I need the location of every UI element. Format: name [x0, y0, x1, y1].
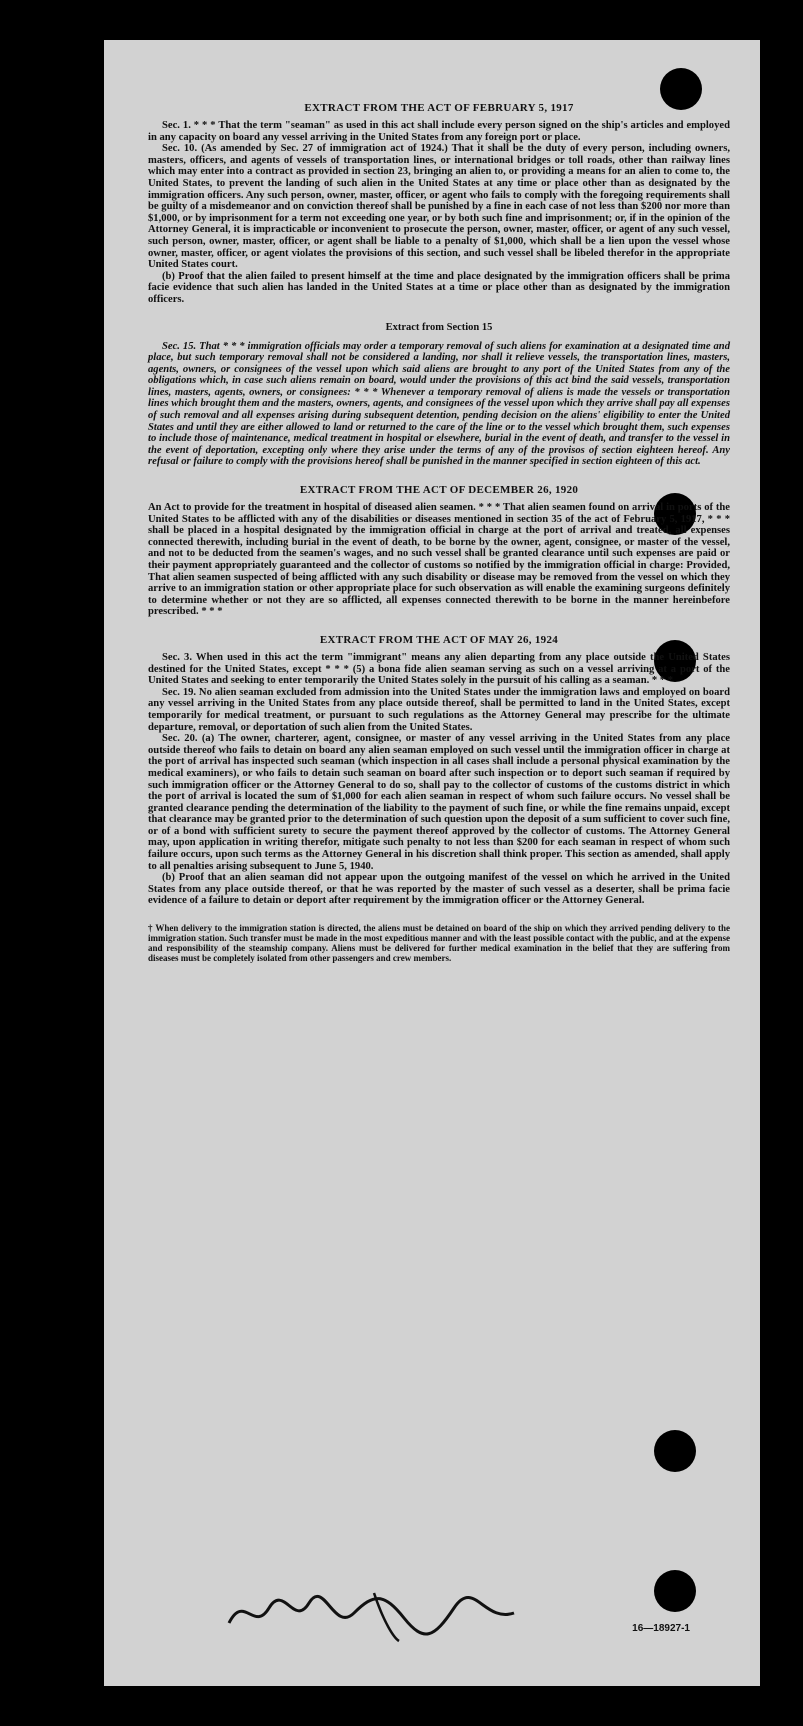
paragraph: (b) Proof that an alien seaman did not appear upon the outgoing manifest of the vessel on which he arrived in the United States from any place outside thereof, or that he was reported by the master of such vessel as a deserter, shall be prima facie evidence of a failure to detain or deport after requirement by the immigration officer or the Attorney General.	[148, 872, 730, 907]
document-page	[104, 40, 760, 1686]
section-heading: EXTRACT FROM THE ACT OF DECEMBER 26, 1920	[299, 484, 579, 497]
paragraph: Sec. 1. * * * That the term "seaman" as used in this act shall include every person signed on the ship's articles and employed in any capacity on board any vessel arriving in the United States from any foreign port or place.	[148, 120, 730, 143]
footnote: † When delivery to the immigration station is directed, the aliens must be detained on board of the ship on which they arrived pending delivery to the immigration station. Such transfer must be made in the most expeditious manner and with the least possible contact with the public, and at the expense and responsibility of the steamship company. Aliens must be delivered for further medical examination in the belief that they are suffering from diseases must be completely isolated from other passengers and crew members.	[148, 923, 730, 964]
paragraph: Sec. 10. (As amended by Sec. 27 of immigration act of 1924.) That it shall be the duty of every person, including owners, masters, officers, and agents of vessels of transportation lines, or international bridges or toll roads, other than railway lines which may enter into a contract as provided in section 23, bringing an alien to, or providing a means for an alien to come to, the United States, to prevent the landing of such alien in the United States at any time or place other than as designated by the immigration officers. Any such person, owner, master, officer, or agent who fails to comply with the foregoing requirements shall be guilty of a misdemeanor and on conviction thereof shall be punished by a fine in each case of not less than $200 nor more than $1,000, or by imprisonment for a term not exceeding one year, or by both such fine and imprisonment; or, if in the opinion of the Attorney General, it is impracticable or inconvenient to prosecute the person, owner, master, officer, or agent of any such vessel, such person, owner, master, officer, or agent shall be liable to a penalty of $1,000, which shall be a lien upon the vessel whose owner, master, officer, or agent violates the provisions of this section, and such vessel shall be libeled therefor in the appropriate United States court.	[148, 143, 730, 271]
section-heading: EXTRACT FROM THE ACT OF FEBRUARY 5, 1917	[304, 102, 574, 114]
paragraph: Sec. 20. (a) The owner, charterer, agent, consignee, or master of any vessel arriving in the United States from any place outside thereof who fails to detain on board any alien seaman employed on such vessel until the immigration officer in charge at the port of arrival has inspected such seaman (which inspection in all cases shall include a personal physical examination by the medical examiners), or who fails to detain such seaman on board after such inspection or to deport such seaman if required by such immigration officer or the Attorney General to do so, shall pay to the collector of customs of the customs district in which the port of arrival is located the sum of $1,000 for each alien seaman in respect of whom such failure occurs. No vessel shall be granted clearance pending the determination of the liability to the payment of such fine, or while the fine remains unpaid, except that clearance may be granted prior to the determination of such question upon the deposit of a sum sufficient to cover such fine, or of a bond with sufficient surety to secure the payment thereof approved by the collector of customs. The Attorney General may, upon application in writing therefor, mitigate such penalty to not less than $200 for each seaman in respect of whom such failure occurs, upon such terms as the Attorney General in his discretion shall think proper. This section as amended, shall apply to all penalties arising subsequent to June 5, 1940.	[148, 733, 730, 872]
section-heading: EXTRACT FROM THE ACT OF MAY 26, 1924	[319, 633, 559, 646]
paragraph: Sec. 19. No alien seaman excluded from admission into the United States under the immigration laws and employed on board any vessel arriving in the United States from any place outside thereof, shall be permitted to land in the United States, except temporarily for medical treatment, or pursuant to such regulations as the Attorney General may prescribe for the ultimate departure, removal, or deportation of such alien from the United States.	[148, 686, 730, 733]
punch-hole	[654, 1570, 696, 1612]
section-act-1924	[148, 634, 730, 907]
section-15	[148, 322, 730, 469]
section-heading: Extract from Section 15	[385, 321, 493, 333]
paragraph: Sec. 15. That * * * immigration officials may order a temporary removal of such aliens for examination at a designated time and place, but such temporary removal shall not be considered a landing, nor shall it relieve vessels, the transportation lines, masters, agents, owners, or consignees of the vessel upon which said aliens are brought to any port of the United States from any of the obligations which, in case such aliens remain on board, would under the provisions of this act bind the said vessels, transportation lines, masters, agents, owners, or consignees: * * * Whenever a temporary removal of aliens is made the vessels or transportation lines which brought them and the masters, owners, agents, and consignees of the vessel upon which they arrive shall pay all expenses of such removal and all expenses arising during subsequent detention, pending decision on the aliens' eligibility to enter the United States and until they are either allowed to land or returned to the care of the line or to the vessel which brought them, such expenses to include those of maintenance, medical treatment in hospital or elsewhere, burial in the event of death, and transfer to the vessel in the event of deportation, excepting only where they arise under the terms of any of the provisos of section eighteen hereof. Any refusal or failure to comply with the provisions hereof shall be punished in the manner specified in section eighteen of this act.	[148, 340, 730, 468]
section-act-1920	[148, 484, 730, 618]
paragraph: Sec. 3. When used in this act the term "immigrant" means any alien departing from any place outside the United States destined for the United States, except * * * (5) a bona fide alien seaman serving as such on a vessel arriving at a port of the United States and seeking to enter temporarily the United States solely in the pursuit of his calling as a seaman. * * *	[148, 651, 730, 687]
form-code: 16—18927-1	[632, 1623, 690, 1634]
handwritten-signature	[224, 1583, 524, 1648]
paragraph: (b) Proof that the alien failed to present himself at the time and place designated by the immigration officers shall be prima facie evidence that such alien has landed in the United States at a time or place other than as designated by the immigration officers.	[148, 270, 730, 305]
document-content	[148, 102, 730, 963]
section-act-1917	[148, 102, 730, 306]
punch-hole	[654, 1430, 696, 1472]
signature-graphic	[224, 1583, 524, 1643]
paragraph: An Act to provide for the treatment in hospital of diseased alien seamen. * * * That alien seamen found on arrival in ports of the United States to be afflicted with any of the disabilities or diseases mentioned in section 35 of the act of February 5, 1917, * * * shall be placed in a hospital designated by the immigration official in charge at the port of arrival and treated, all expenses connected therewith, including burial in the event of death, to be borne by the owner, agent, consignee, or master of the vessel, and not to be deducted from the seamen's wages, and no such vessel shall be granted clearance until such expenses are paid or their payment appropriately guaranteed and the collector of customs so notified by the immigration official in charge: Provided, That alien seamen suspected of being afflicted with any such disability or disease may be removed from the vessel on which they arrive to an immigration station or other appropriate place for such observation as will enable the examining surgeons definitely to determine whether or not they are so afflicted, all expenses connected therewith to be borne in the manner hereinbefore prescribed. * * *	[148, 502, 730, 618]
